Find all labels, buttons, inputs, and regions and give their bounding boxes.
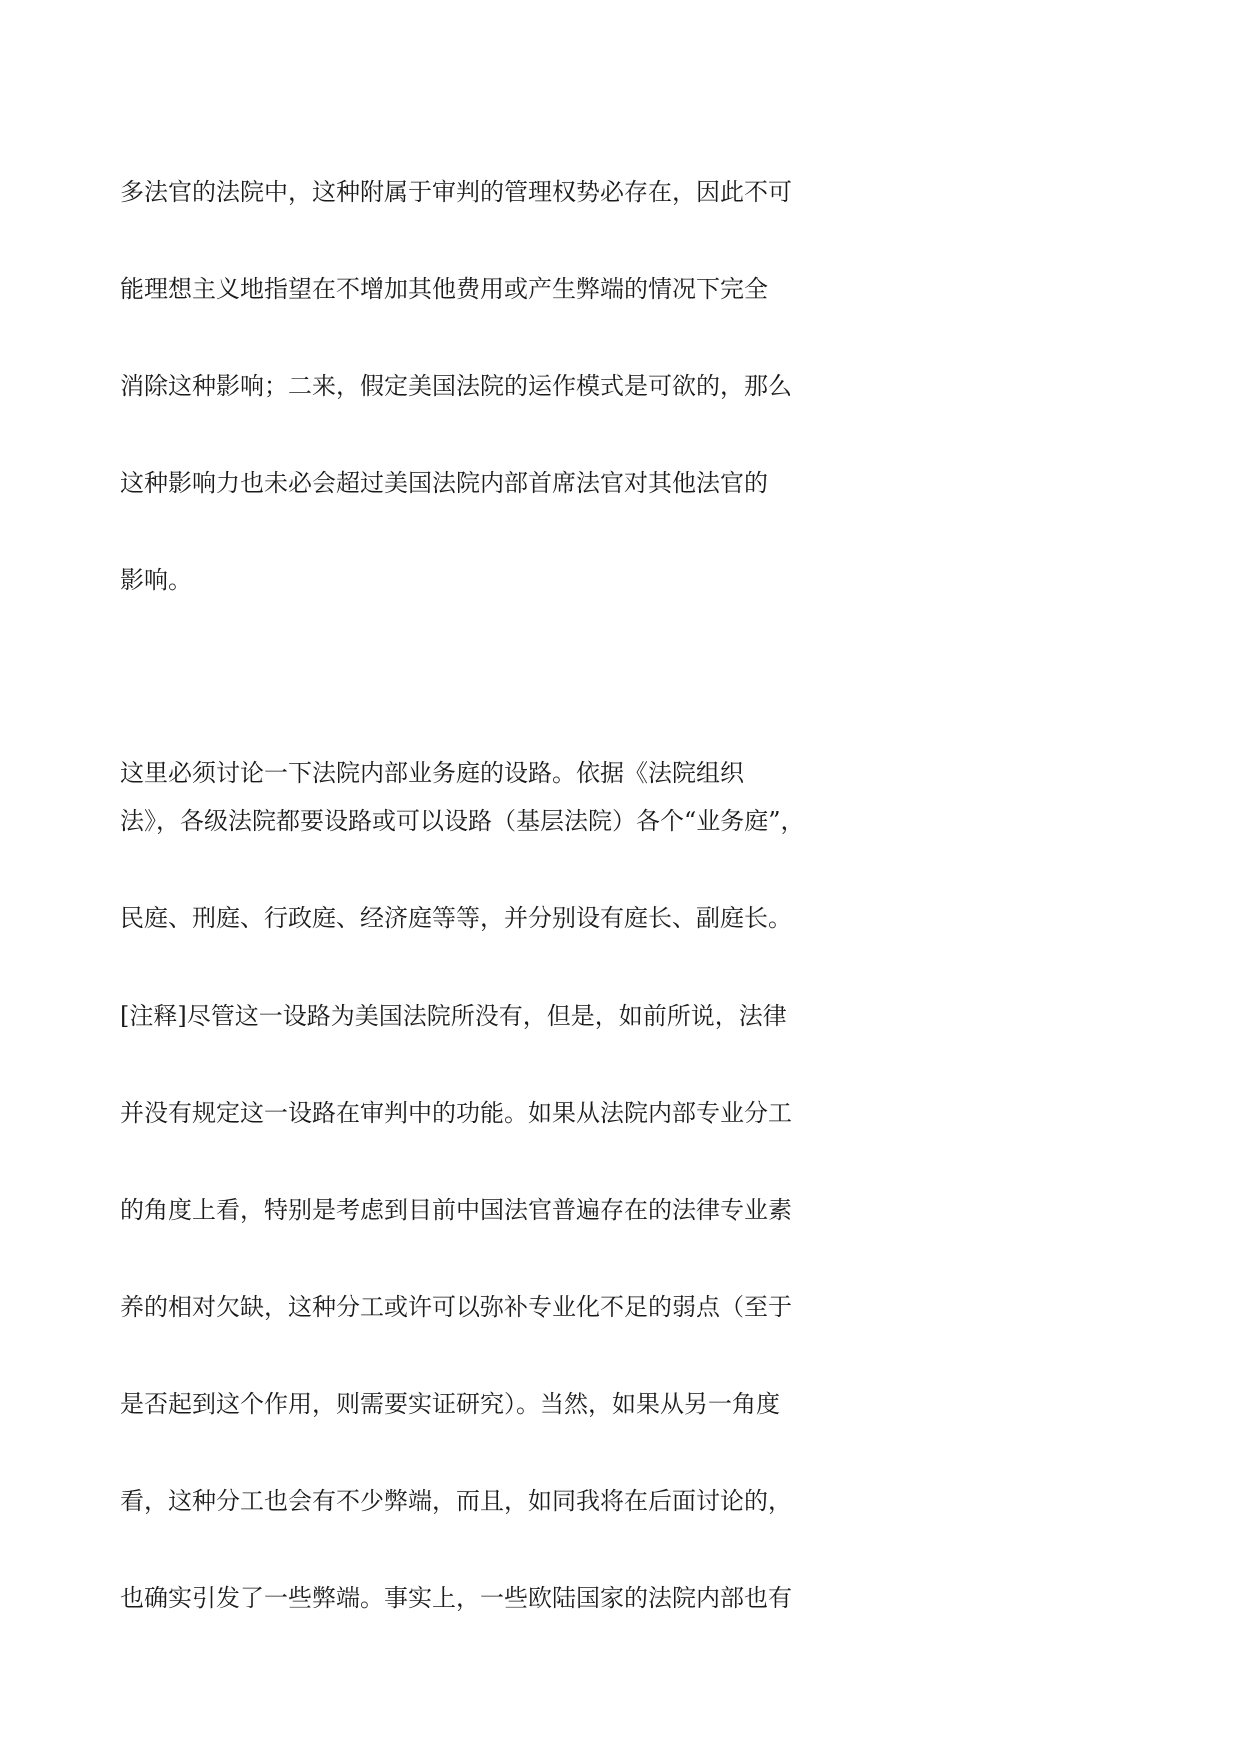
text-line: [注释]尽管这一设路为美国法院所没有，但是，如前所说，法律: [120, 1002, 787, 1030]
text-line: 法》，各级法院都要设路或可以设路（基层法院）各个“业务庭”，: [120, 807, 805, 835]
text-line: 养的相对欠缺，这种分工或许可以弥补专业化不足的弱点（至于: [120, 1293, 792, 1321]
text-line: 民庭、刑庭、行政庭、经济庭等等，并分别设有庭长、副庭长。: [120, 904, 792, 932]
text-line: 多法官的法院中，这种附属于审判的管理权势必存在，因此不可: [120, 178, 792, 206]
text-line: 这种影响力也未必会超过美国法院内部首席法官对其他法官的: [120, 469, 768, 497]
text-line: 是否起到这个作用，则需要实证研究）。当然，如果从另一角度: [120, 1390, 780, 1418]
text-line: 影响。: [120, 566, 192, 594]
text-line: 的角度上看，特别是考虑到目前中国法官普遍存在的法律专业素: [120, 1196, 792, 1224]
text-line: 能理想主义地指望在不增加其他费用或产生弊端的情况下完全: [120, 275, 768, 303]
text-line: 看，这种分工也会有不少弊端，而且，如同我将在后面讨论的，: [120, 1487, 792, 1515]
text-line: 并没有规定这一设路在审判中的功能。如果从法院内部专业分工: [120, 1099, 792, 1127]
text-line: 这里必须讨论一下法院内部业务庭的设路。依据《法院组织: [120, 759, 744, 787]
text-line: 也确实引发了一些弊端。事实上，一些欧陆国家的法院内部也有: [120, 1584, 792, 1612]
text-line: 消除这种影响；二来，假定美国法院的运作模式是可欲的，那么: [120, 372, 792, 400]
